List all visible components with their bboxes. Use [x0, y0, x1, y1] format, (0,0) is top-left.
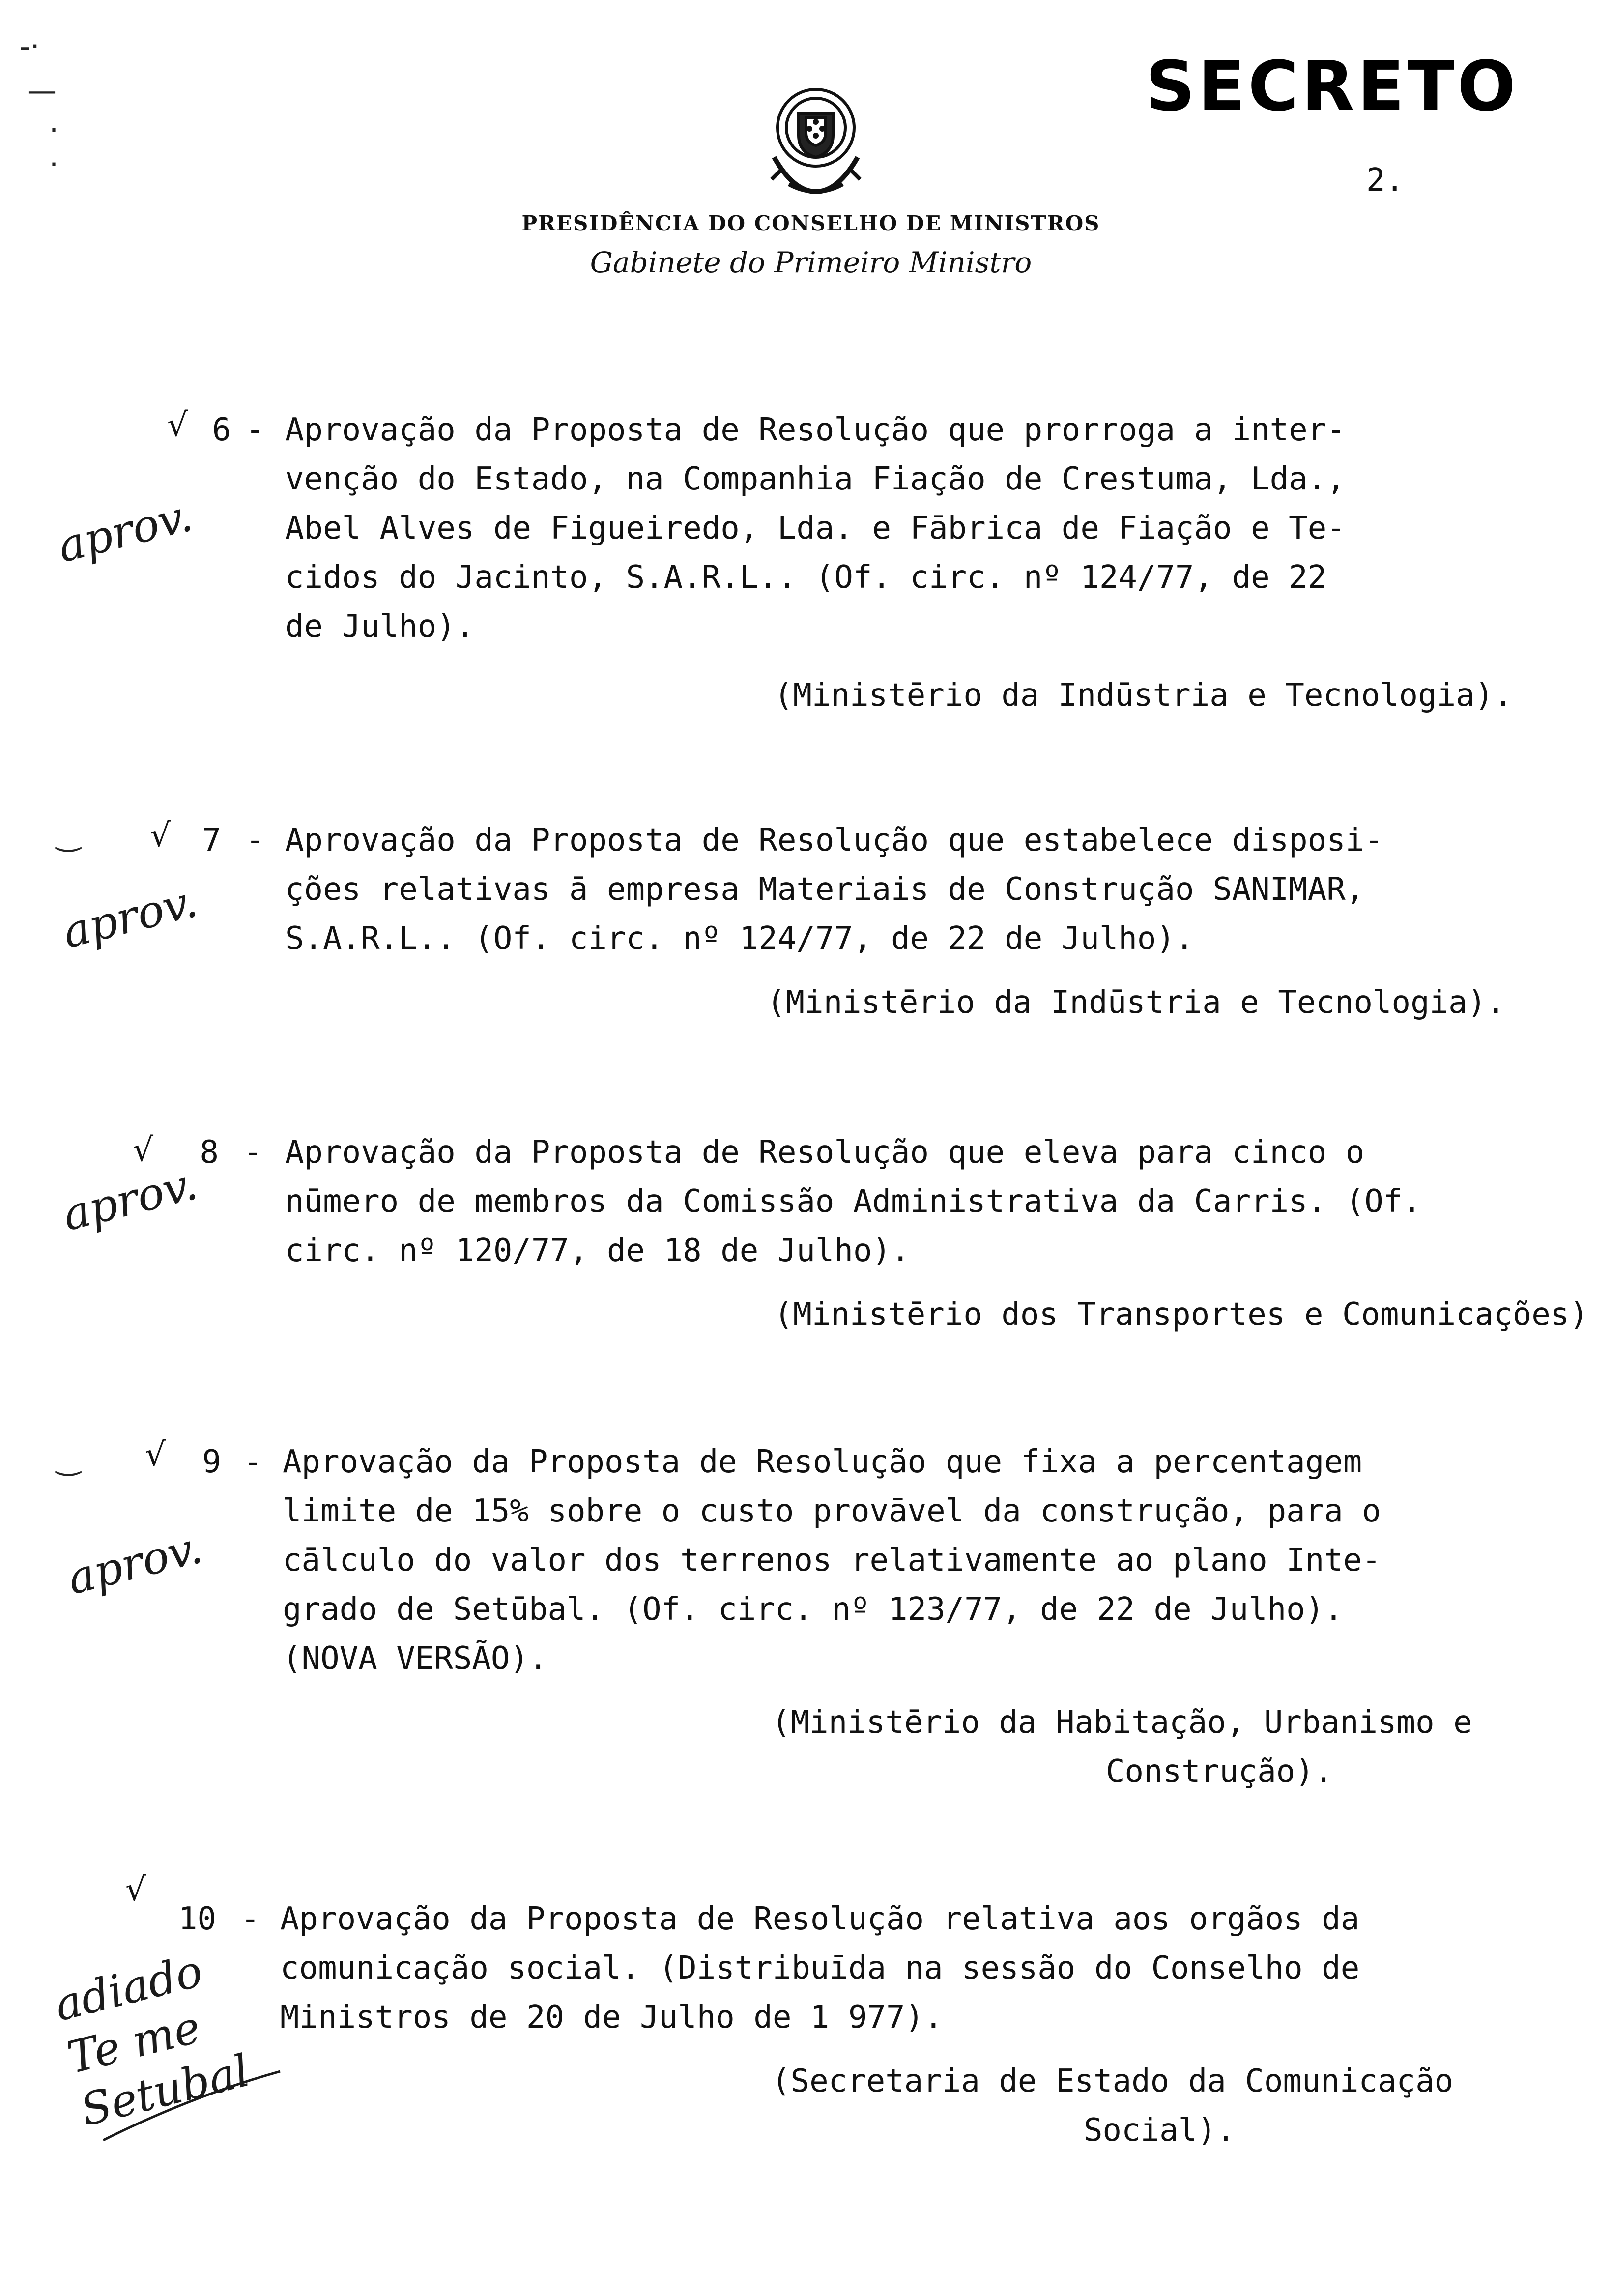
item-dash: - — [243, 1444, 262, 1480]
ministry-line: (Ministērio dos Transportes e Comunicações) — [774, 1296, 1588, 1333]
item-text-line: comunicação social. (Distribuīda na sessão do Conselho de — [280, 1950, 1360, 1986]
item-number: 9 — [202, 1444, 221, 1480]
ministry-line: Social). — [1084, 2112, 1236, 2149]
item-text-line: Aprovação da Proposta de Resolução que prorroga a inter- — [285, 412, 1346, 448]
item-text-line: (NOVA VERSÃO). — [283, 1640, 548, 1677]
ministry-line: (Secretaria de Estado da Comunicação — [772, 2063, 1454, 2099]
item-number: 7 — [202, 822, 221, 859]
handwritten-annotation: aprov. — [58, 875, 202, 959]
item-text-line: grado de Setūbal. (Of. circ. nº 123/77, de 22 de Julho). — [283, 1591, 1343, 1628]
item-number: 6 — [212, 412, 231, 448]
item-number: 10 — [178, 1901, 216, 1937]
coat-of-arms-emblem — [759, 79, 872, 201]
check-mark: √ — [133, 1131, 154, 1169]
item-text-line: nūmero de membros da Comissão Administrativa da Carris. (Of. — [285, 1183, 1421, 1220]
item-text-line: venção do Estado, na Companhia Fiação de Crestuma, Lda., — [285, 461, 1346, 497]
handwritten-underline — [98, 2066, 285, 2145]
ministry-line: Construção). — [1106, 1753, 1333, 1790]
ministry-line: (Ministērio da Indūstria e Tecnologia). — [774, 677, 1513, 714]
item-text-line: de Julho). — [285, 608, 475, 645]
classification-stamp: SECRETO — [1145, 47, 1519, 127]
handwritten-annotation: aprov. — [58, 1158, 202, 1241]
ministry-line: (Ministērio da Indūstria e Tecnologia). — [767, 984, 1505, 1021]
item-text-line: S.A.R.L.. (Of. circ. nº 124/77, de 22 de Julho). — [285, 920, 1194, 957]
margin-mark: ‿ — [57, 818, 81, 853]
handwritten-annotation: adiado Te me Setubal — [49, 1945, 255, 2137]
ministry-line: (Ministērio da Habitação, Urbanismo e — [772, 1704, 1472, 1741]
item-dash: - — [246, 822, 265, 859]
item-dash: - — [243, 1134, 262, 1171]
office-name: Gabinete do Primeiro Ministro — [590, 246, 1032, 279]
handwritten-annotation: aprov. — [53, 489, 198, 573]
item-number: 8 — [200, 1134, 219, 1171]
institution-name: PRESIDÊNCIA DO CONSELHO DE MINISTROS — [521, 211, 1100, 235]
margin-mark: -· — [20, 29, 40, 64]
check-mark: √ — [125, 1870, 146, 1908]
item-text-line: Ministros de 20 de Julho de 1 977). — [280, 1999, 943, 2036]
page-number: 2. — [1366, 162, 1405, 199]
item-text-line: Aprovação da Proposta de Resolução que eleva para cinco o — [285, 1134, 1365, 1171]
item-text-line: circ. nº 120/77, de 18 de Julho). — [285, 1233, 910, 1269]
margin-mark: ‿ — [57, 1442, 81, 1477]
item-dash: - — [246, 412, 265, 448]
item-text-line: Aprovação da Proposta de Resolução que fixa a percentagem — [283, 1444, 1362, 1480]
margin-mark: · — [49, 113, 59, 147]
item-text-line: ções relativas ā empresa Materiais de Construção SANIMAR, — [285, 871, 1365, 908]
item-text-line: Abel Alves de Figueiredo, Lda. e Fābrica de Fiação e Te- — [285, 510, 1346, 546]
margin-mark: — — [27, 74, 57, 108]
item-dash: - — [241, 1901, 260, 1937]
check-mark: √ — [167, 406, 188, 444]
item-text-line: Aprovação da Proposta de Resolução relativa aos orgãos da — [280, 1901, 1360, 1937]
check-mark: √ — [150, 816, 171, 854]
item-text-line: cālculo do valor dos terrenos relativamente ao plano Inte- — [283, 1542, 1381, 1578]
item-text-line: cidos do Jacinto, S.A.R.L.. (Of. circ. nº 124/77, de 22 — [285, 559, 1327, 596]
margin-mark: · — [49, 147, 59, 182]
handwritten-annotation: aprov. — [62, 1521, 207, 1605]
item-text-line: Aprovação da Proposta de Resolução que estabelece disposi- — [285, 822, 1383, 859]
check-mark: √ — [145, 1435, 166, 1473]
item-text-line: limite de 15% sobre o custo provāvel da construção, para o — [283, 1493, 1381, 1529]
